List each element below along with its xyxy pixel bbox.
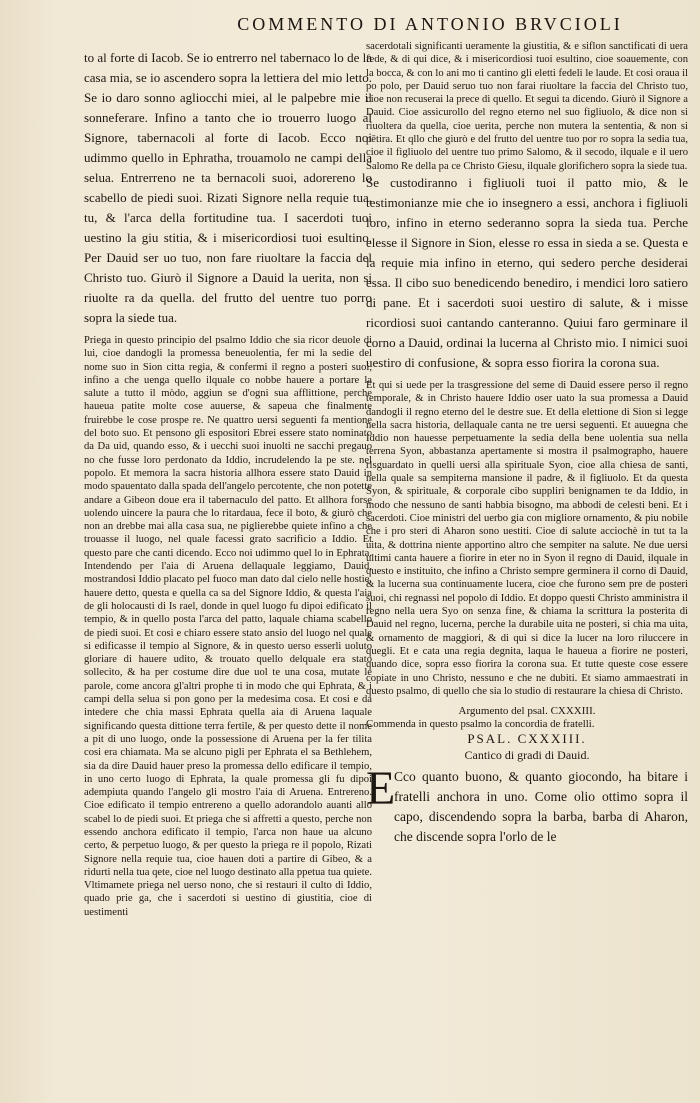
psalm-verse-text: to al forte di Iacob. Se io entrerro nel tabernaco lo de la casa mia, se io ascendero sopra la lettiera del mio letto. Se io daro sonno agliocchi miei, al le palpebre mie il sonneferare. Infino a tanto che io trouerro luogo al Signore, tabernacoli al forte di Iacob. Ecco noi udimmo quello in Ephratha, trouamolo ne campi della selua. Entrerreno ne ta bernacoli suoi, adorereno lo scabello de piedi suoi. Rizati Signore nella requie tua, tu, & l'arca della fortitudine tua. I sacerdoti tuoi uestino la giu stitia, & i misericordiosi tuoi esultino. Per Dauid ser uo tuo, non fare riuoltare la faccia del Christo tuo. Giurò il Signore a Dauid la uerita, non si riuolte ra da quella. del frutto del uentre tuo porro sopra la siede tua.: [84, 50, 372, 325]
psalm-number: PSAL. CXXXIII.: [467, 731, 587, 747]
commentary-text: Priega in questo principio del psalmo Iddio che sia ricor deuole di lui, cioe dandogli la promessa beneuolentia, fer mi la sedie del nome suo in Sion citta regia, & confermi il regno a posteri suoi, infino a che uenga quello ilquale co nobbe hauere a portare la salute a tutto il mòdo, aggiun se d'ogni sua afflittione, perche haueua patite molte cose auuerse, & sapeua che finalmente fruirebbe le cose prospe re. Ne quattro uersi seguenti fa mentione del boto suo. Et pensono gli espositori Ebrei essere stato nominato da Da uid, quando esso, & i uecchi suoi inuolti ne sacchi pregauo no che fusse loro perdonato da Iddio, incrudelendo la pe ste. nel popolo. Et memora la sacra historia allhora essere stato Dauid in modo spauentato dalla spada dell'angelo percotente, che non potette andare a Gibeon doue era il tabernaculo del patto. Et allhora forse uolendo uincere la paura che lo ritardaua, fece il boto, & giurò che non an drebbe mai alla casa sua, ne piglierebbe quiete infino a che trouasse il luogo, nel quale facessi grato sacrificio a Iddio. Et questo pare che canti dicendo. Ecco noi udimmo quel lo in Ephrata. Intendendo per l'aia di Aruena dellaquale leggiamo, Dauid, mostrandosi Iddio placato pel fuoco man dato dal cielo nelle hostie, hauere detto, questa e quella ca sa del Signore Iddio, & questa l'aia de gli holocausti di Is rael, donde in quel luogo fu dipoi edificato il tempio, & in quello posta l'arca del patto, laquale chiama scabello de piedi suoi. Et cosi e chiaro essere stato ansio del luogo nel quale si edificasse il tempio al Signore, & in questo uerso esserli uoluto gloriare di hauere udito, & trouato quello delquale era stato sollecito, & ha per costume dire due uol te una cosa, mutate le parole, come ancora gl'altri prophe ti in modo che qui Ephrata, & i campi della selua si pon gono per la medesima cosa. Et cosi e da intedere che chia massi Ephrata quella aia di Aruena laquale significando questa dittione terra fertile, & per questo dette il nome a pit di uno luogo, onde la possessione di Aruena per la fer tilita cosi era chiamata. Ma se alcuno pigli per Ephrata el sa Bethlehem, sia da dire Dauid hauer preso la promessa dello edificare il tempio, in uno certo luogo di Ephrata, la quale promessa gli fu dipoi adempiuta quando l'angelo gli mostro l'aia di Aruena. Entrereno. Cioe edificato il tempio entrereno a quello adorandolo auanti allo scabel lo de piedi suoi. Et priega che si affretti a questo, perche non essendo anchora edificato il tempio, l'arca non haue ua alcuno certo, & perpetuo luogo, & per questo la priega re il popolo, Rizati Signore nella requie tua, cioe hauen doti a partire di Gibeo, & a ridurti nella tua qete, cioe nel luogo destinato alla ppetua tua quiete. Vltimamete priega nel uerso nono, che si restauri il culto di Iddio, quado prie ga, che i sacerdoti si uestino di giustitia, cioe di uestimenti: [84, 335, 372, 918]
final-verse: [366, 762, 688, 847]
psalm-verse-text-right: Se custodiranno i figliuoli tuoi il patto mio, & le testimonianze mie che io insegnero a essi, anchora i figliuoli loro, infino in eterno sederanno sopra la sieda tua. Perche elesse il Signore in Sion, elesse ro essa in sieda a se. Questa e la requie mia infino in eterno, qui sedero perche desiderai essa. Il cibo suo benedicendo benediro, i mendici loro satiero di pane. Et i sacerdoti suoi uestiro di salute, & i misse ricordiosi suoi cantando canteranno. Quiui faro germinare il corno a Dauid, ordinai la lucerna al Christo mio. I nimici suoi uestiro di confusione, & sopra esso fiorira la corona sua.: [366, 174, 688, 370]
argument-title: Argumento del psal. CXXXIII.: [458, 705, 596, 718]
drop-cap: E: [366, 762, 396, 816]
commentary-bottom: Et qui si uede per la trasgressione del seme di Dauid essere perso il regno temporale, & in Christo hauere Iddio oser uato la sua promessa a Dauid dandogli il regno eterno del le destre sue. Et della elettione di Sion si legge nella sacra historia, dellaquale canta ne tre uersi seguenti. Et auuegna che Iddio non hauesse perpetuamente la sedia della bene uolentia sua nella terrena Syon, abbastanza apertamente si mostra il psalmographo, hauere risguardato in quelli uersi alla spirituale Syon, cioe alla chiesa de santi, nella quale sa sempiterna mansione il padre, & il figliuolo. Et da questa Syon, & spirituale, & corporale cibo suppliri benignamen te da Iddio, in modo che nessuno de santi habbia bisogno, ma abbodi de celesti beni. Et i sacerdoti. Cioe ministri del uerbo gia con migliore ornamento, & piu nobile che i pro steri di Aharon sono uestiti. Cioe di salute acciochè in tut ta la uita, & dottrina niente apportino altro che sempiter na salute. Ne due uersi ultimi canta hauere a fiorire in eter no in Syon il regno di Dauid, ilquale in questo e instituito, che infino a Christo sempre germinera il corno di Dauid, & la lucerna sua continuamente lucera, cioe che furono sem pre de posteri suoi, chi regnassi nel popolo di Iddio. Et doppo questi Christo amministra il regno nella uera Syo on senza fine, & chiama la scrittura la posterita di Dauid nel regno, lucerna, perche la durabile uita ne posteri, si chia ma uita, & ornamento de maggiori, & di qui si dice la lucer na loro riluccere in quegli. Et e cata una regia degnita, laqua le haueua a fiorire ne posteri, quando dice, sopra esso fiorira la corona sua. Et tutte queste cose essere copiate in uno Christo, nessuno e che ne dubiti. Et siamo ammaestrati in questo psalmo, di quello che sia lo studio di restaurare la chiesa di Christo.: [366, 379, 688, 697]
left-column: [84, 48, 372, 919]
argument-text: Commenda in questo psalmo la concordia de fratelli.: [366, 718, 595, 731]
psalm-superscription: Cantico di gradi di Dauid.: [464, 748, 590, 763]
final-verse-text: Cco quanto buono, & quanto giocondo, ha bitare i fratelli anchora in uno. Come olio ottimo sopra il capo, discendendo sopra la barba, barba di Aharon, che discende sopra l'orlo de le: [394, 769, 688, 845]
right-column: [366, 40, 688, 847]
commentary-continued: sacerdotali significanti ueramente la giustitia, & e siflon sanctificati di uera fede, & di qui dice, & i misericordiosi tuoi esultino, cioe soauemente, con la bocca, & con lo ani mo ti cantino gli eletti fedeli le laude. Et cosi oraua il po polo, per Dauid seruo tuo non farai riuoltare la faccia del Christo tuo, cioe non recuserai la prece di quello. Et segui ta dicendo. Giurò il Signore a Dauid. Cioe assicurollo del regno eterno nel suo figliuolo, & dice non si riuoltera da quella, cioe uerita, perche non mutera la sententia, & non si pētira. Et qllo che giurò e del frutto del uentre tuo por ro sopra la sedia tua, cioe il figliuolo del uentre tuo primo Salomo, & il secodo, ilquale e il uero Salomo Re della pa ce Christo Giesu, ilquale glorifichero sopra la siede tua.: [366, 41, 688, 172]
running-header: COMMENTO DI ANTONIO BRVCIOLI: [237, 14, 623, 34]
